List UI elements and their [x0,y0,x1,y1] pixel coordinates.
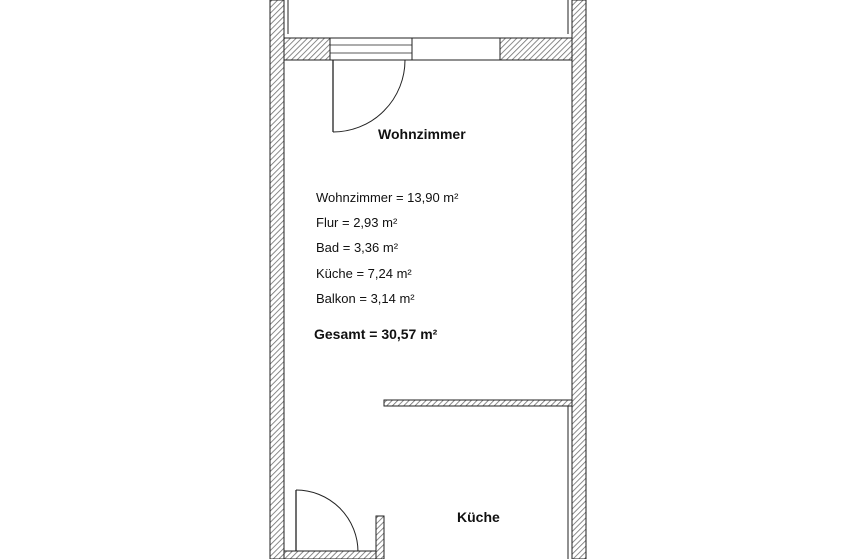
area-total: Gesamt = 30,57 m² [314,326,438,342]
wall-opening [330,38,500,60]
room-label-kueche: Küche [457,509,500,525]
room-label-wohnzimmer: Wohnzimmer [378,126,466,142]
door-swing-arc-wohnzimmer [333,60,405,132]
bottom-wall-stub [284,551,376,559]
partition-wall [384,400,572,406]
area-line-kueche: Küche = 7,24 m² [316,266,412,281]
top-wall-left-segment [284,38,330,60]
right-outer-wall [572,0,586,559]
wall-stub-kueche [376,516,384,559]
area-line-flur: Flur = 2,93 m² [316,215,398,230]
area-line-balkon: Balkon = 3,14 m² [316,291,415,306]
top-wall-right-segment [500,38,572,60]
area-line-wohnzimmer: Wohnzimmer = 13,90 m² [316,190,459,205]
left-outer-wall [270,0,284,559]
door-swing-arc-kueche [296,490,358,552]
area-line-bad: Bad = 3,36 m² [316,240,399,255]
